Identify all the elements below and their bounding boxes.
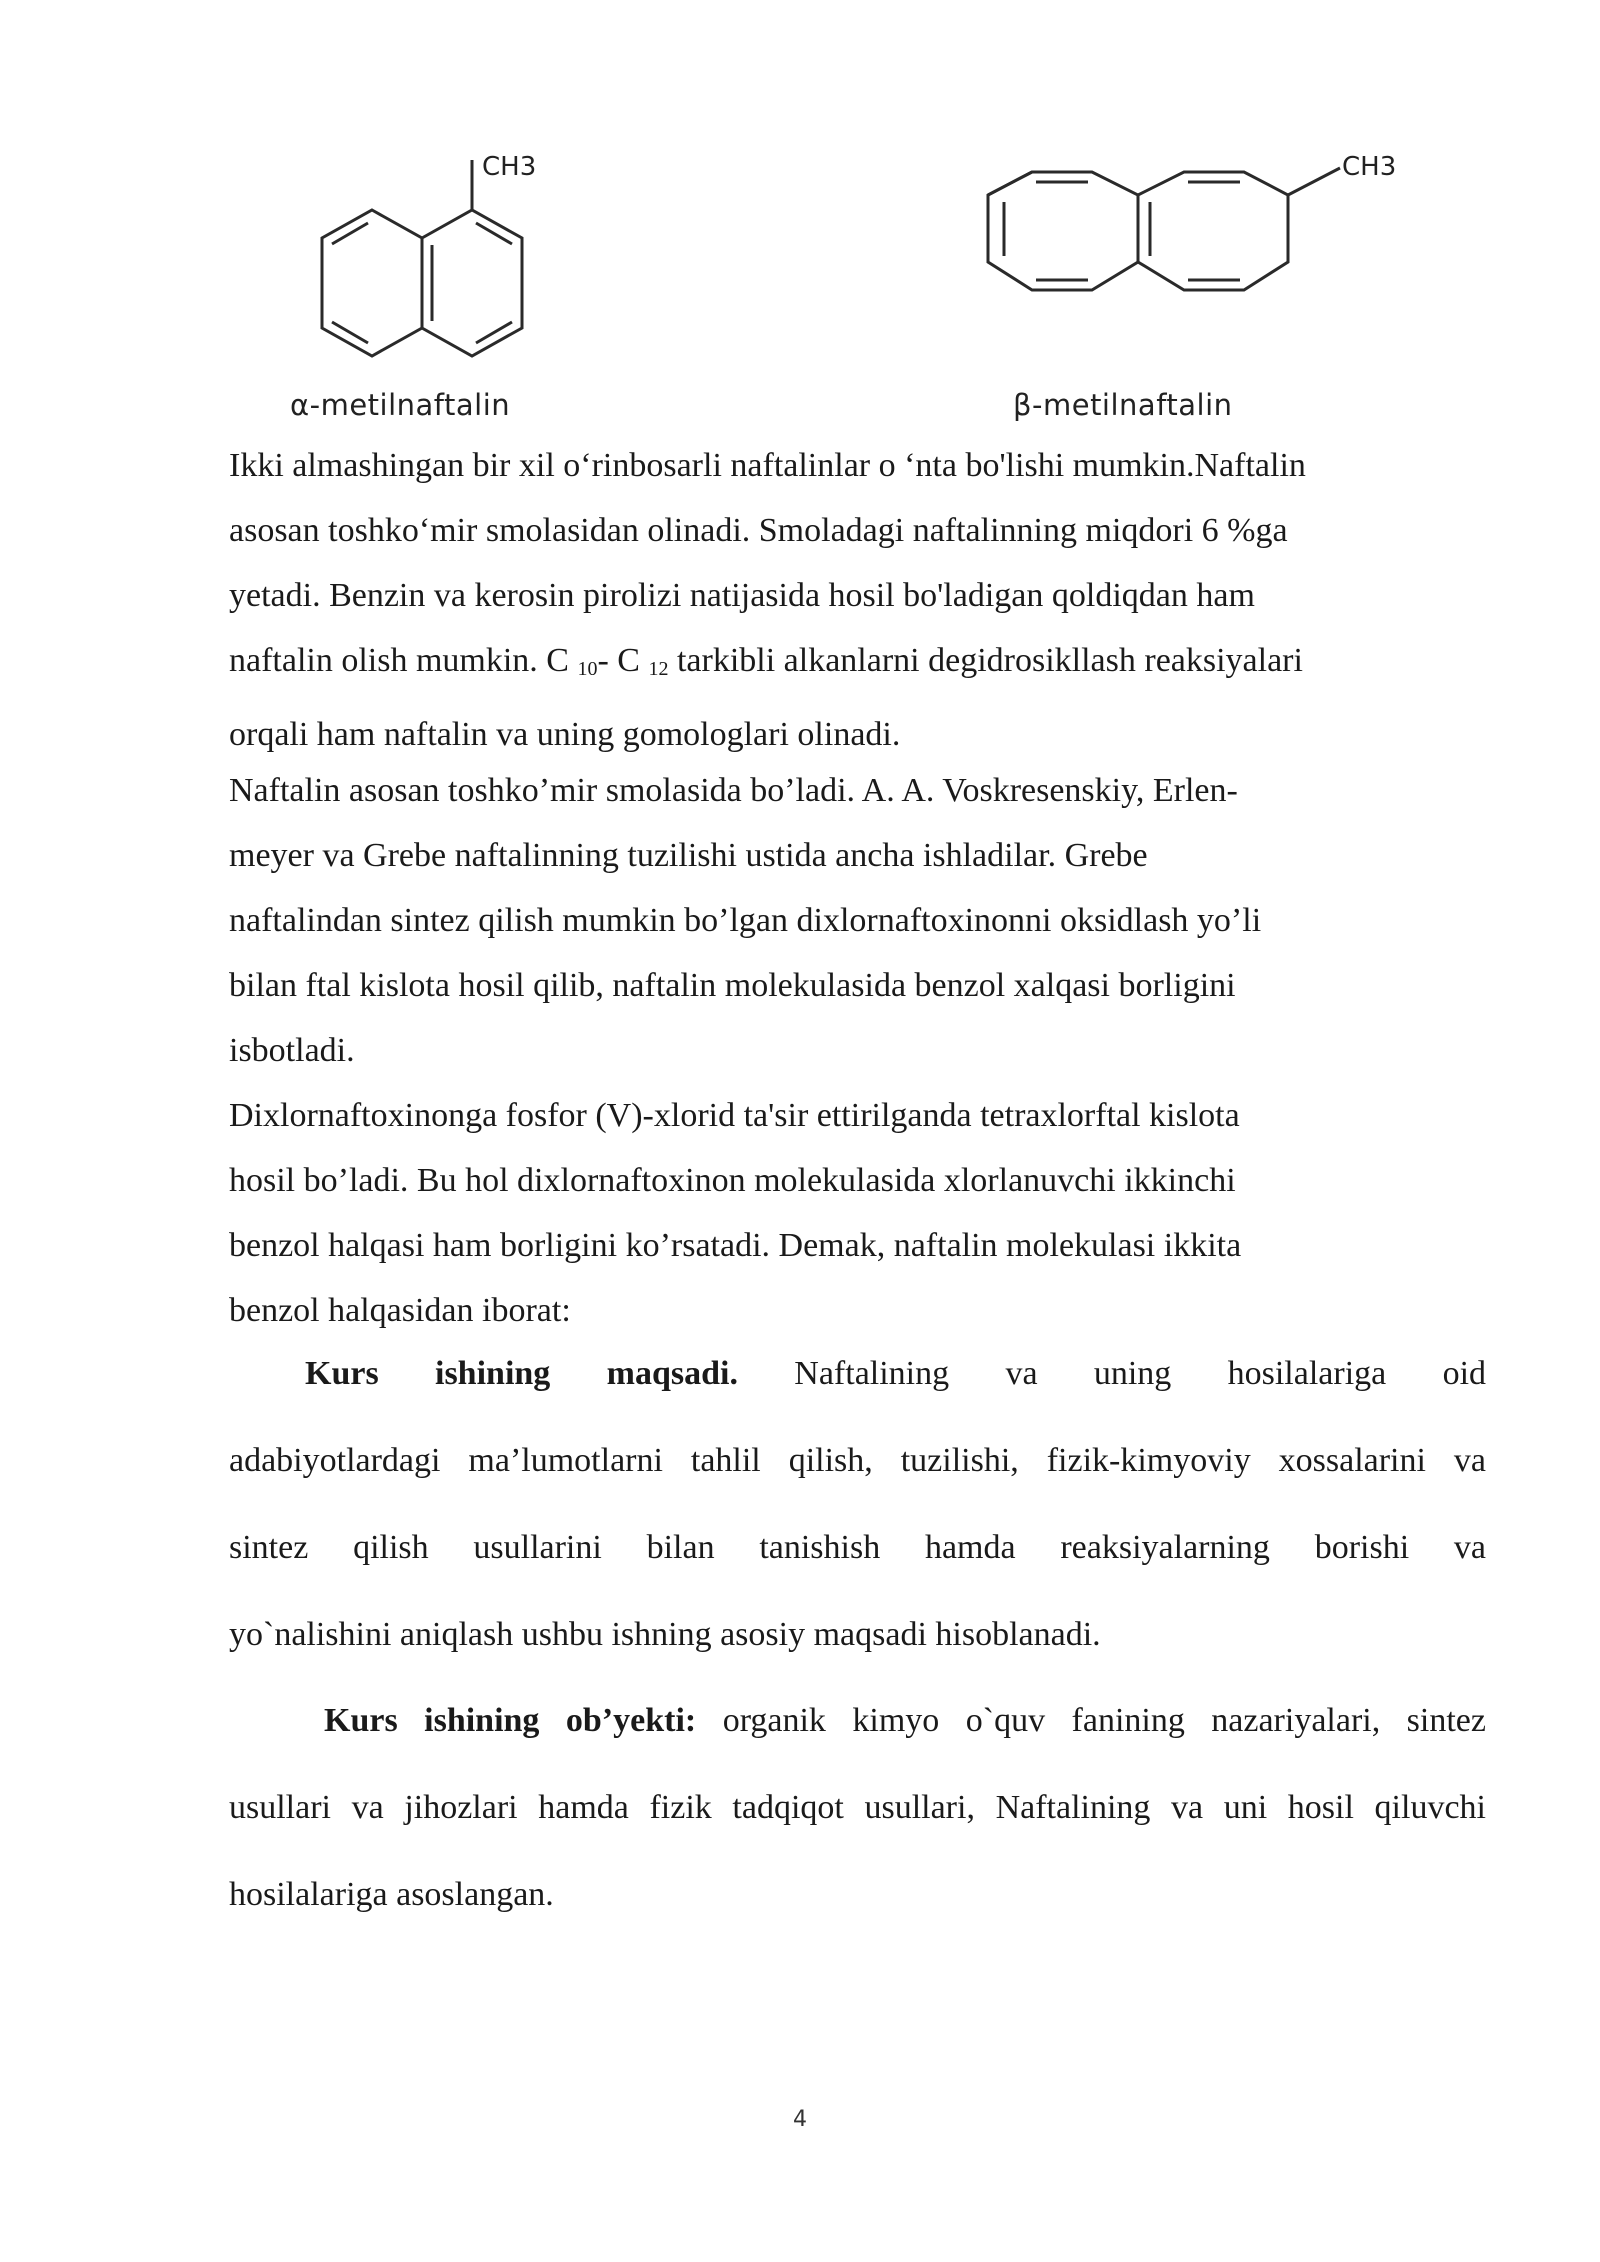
paragraph-production [229, 433, 1489, 767]
text-line [229, 1677, 1486, 1764]
text-line-formula [229, 628, 1489, 702]
text-line: yo`nalishini aniqlash ushbu ishning asosiy maqsadi hisoblanadi. [229, 1616, 1101, 1653]
subscript-12: 12 [648, 658, 669, 680]
paragraph-history [229, 758, 1489, 1083]
text-fragment: organik kimyo o`quv fanining nazariyalari, sintez [722, 1702, 1486, 1739]
text-fragment: Naftalining va uning hosilalariga oid [794, 1355, 1486, 1392]
section-goal [229, 1330, 1486, 1678]
alpha-substituent-label: CH3 [482, 152, 537, 182]
text-line: Naftalin asosan toshko’mir smolasida bo’ladi. A. A. Voskresenskiy, Erlen- [229, 772, 1238, 809]
text-line: benzol halqasidan iborat: [229, 1292, 571, 1329]
section-object [229, 1677, 1486, 1938]
text-line: sintez qilish usullarini bilan tanishish hamda reaksiyalarning borishi va [229, 1529, 1486, 1566]
text-line: Ikki almashingan bir xil o‘rinbosarli naftalinlar o ‘nta bo'lishi mumkin.Naftalin [229, 447, 1306, 484]
text-line: naftalindan sintez qilish mumkin bo’lgan dixlornaftoxinonni oksidlash yo’li [229, 902, 1262, 939]
beta-substituent-label: CH3 [1342, 152, 1397, 182]
text-line [229, 1330, 1486, 1417]
text-line: yetadi. Benzin va kerosin pirolizi natijasida hosil bo'ladigan qoldiqdan ham [229, 577, 1255, 614]
goal-heading: Kurs ishining maqsadi. [305, 1355, 738, 1392]
beta-methylnaphthalene-structure [960, 150, 1420, 320]
beta-structure-caption: β-metilnaftalin [1013, 388, 1233, 422]
text-line: orqali ham naftalin va uning gomologlari olinadi. [229, 716, 901, 753]
paragraph-structure-proof [229, 1083, 1489, 1343]
text-line: benzol halqasi ham borligini ko’rsatadi. Demak, naftalin molekulasi ikkita [229, 1227, 1242, 1264]
text-line: usullari va jihozlari hamda fizik tadqiqot usullari, Naftalining va uni hosil qiluvchi [229, 1789, 1486, 1826]
alpha-structure-caption: α-metilnaftalin [290, 388, 511, 422]
text-line: hosil bo’ladi. Bu hol dixlornaftoxinon molekulasida xlorlanuvchi ikkinchi [229, 1162, 1236, 1199]
subscript-10: 10 [577, 658, 598, 680]
text-line: meyer va Grebe naftalinning tuzilishi ustida ancha ishladilar. Grebe [229, 837, 1148, 874]
text-line: isbotladi. [229, 1032, 355, 1069]
text-fragment: naftalin olish mumkin. C [229, 642, 578, 679]
text-line: bilan ftal kislota hosil qilib, naftalin molekulasida benzol xalqasi borligini [229, 967, 1236, 1004]
text-fragment: tarkibli alkanlarni degidrosikllash reaksiyalari [668, 642, 1303, 679]
page-number: 4 [793, 2107, 807, 2132]
text-fragment: - C [597, 642, 649, 679]
text-line: Dixlornaftoxinonga fosfor (V)-xlorid ta'sir ettirilganda tetraxlorftal kislota [229, 1097, 1240, 1134]
text-line: adabiyotlardagi ma’lumotlarni tahlil qilish, tuzilishi, fizik-kimyoviy xossalarini va [229, 1442, 1486, 1479]
object-heading: Kurs ishining ob’yekti: [324, 1702, 697, 1739]
text-line: asosan toshko‘mir smolasidan olinadi. Smoladagi naftalinning miqdori 6 %ga [229, 512, 1288, 549]
text-line: hosilalariga asoslangan. [229, 1876, 554, 1913]
